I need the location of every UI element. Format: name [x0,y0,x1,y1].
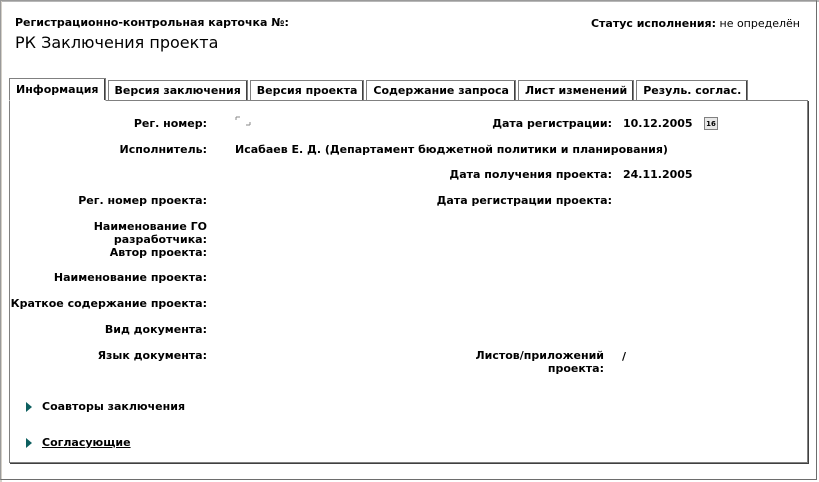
tab-project-version[interactable]: Версия проекта [250,80,365,100]
project-reg-number-label: Рег. номер проекта: [78,194,207,207]
developer-go-name-label: Наименование ГО разработчика: [93,220,207,246]
tab-approval-results[interactable]: Резуль. соглас. [636,80,748,100]
project-name-label: Наименование проекта: [53,271,207,284]
reg-date-label: Дата регистрации: [492,117,612,130]
project-received-date-value: 24.11.2005 [623,168,693,181]
tab-information[interactable]: Информация [9,78,106,101]
tab-request-content[interactable]: Содержание запроса [366,80,516,100]
tab-change-sheet[interactable]: Лист изменений [518,80,634,100]
expand-triangle-icon [26,402,32,412]
coauthors-section-label: Соавторы заключения [42,400,186,413]
document-type-label: Вид документа: [104,323,207,336]
page-title: РК Заключения проекта [15,33,219,52]
executor-value: Исабаев Е. Д. (Департамент бюджетной политики и планирования) [235,143,668,156]
expand-triangle-icon [26,438,32,448]
sheets-value: / [622,350,627,363]
sheets-label-line1: Листов/приложений [475,349,604,362]
status-label: Статус исполнения: [590,17,716,30]
tab-conclusion-version[interactable]: Версия заключения [108,80,248,100]
coauthors-section-toggle[interactable] [26,400,185,413]
project-author-label: Автор проекта: [109,246,207,259]
executor-label: Исполнитель: [119,143,207,156]
calendar-button[interactable]: 16 [704,117,718,130]
placeholder-image-icon [235,116,251,126]
reg-date-value: 10.12.2005 [623,117,693,130]
document-language-label: Язык документа: [97,349,207,362]
approvers-section-label: Согласующие [42,436,131,449]
card-number-label: Регистрационно-контрольная карточка №: [15,16,289,29]
project-summary-label: Краткое содержание проекта: [10,297,207,310]
tab-bar [9,79,750,100]
approvers-section-toggle[interactable] [26,436,131,449]
project-received-date-label: Дата получения проекта: [449,168,612,181]
sheets-label [404,349,604,375]
execution-status [591,17,800,30]
project-reg-date-label: Дата регистрации проекта: [436,194,612,207]
status-value: не определён [719,17,800,30]
sheets-label-line2: проекта: [547,362,604,375]
reg-number-label: Рег. номер: [133,117,207,130]
